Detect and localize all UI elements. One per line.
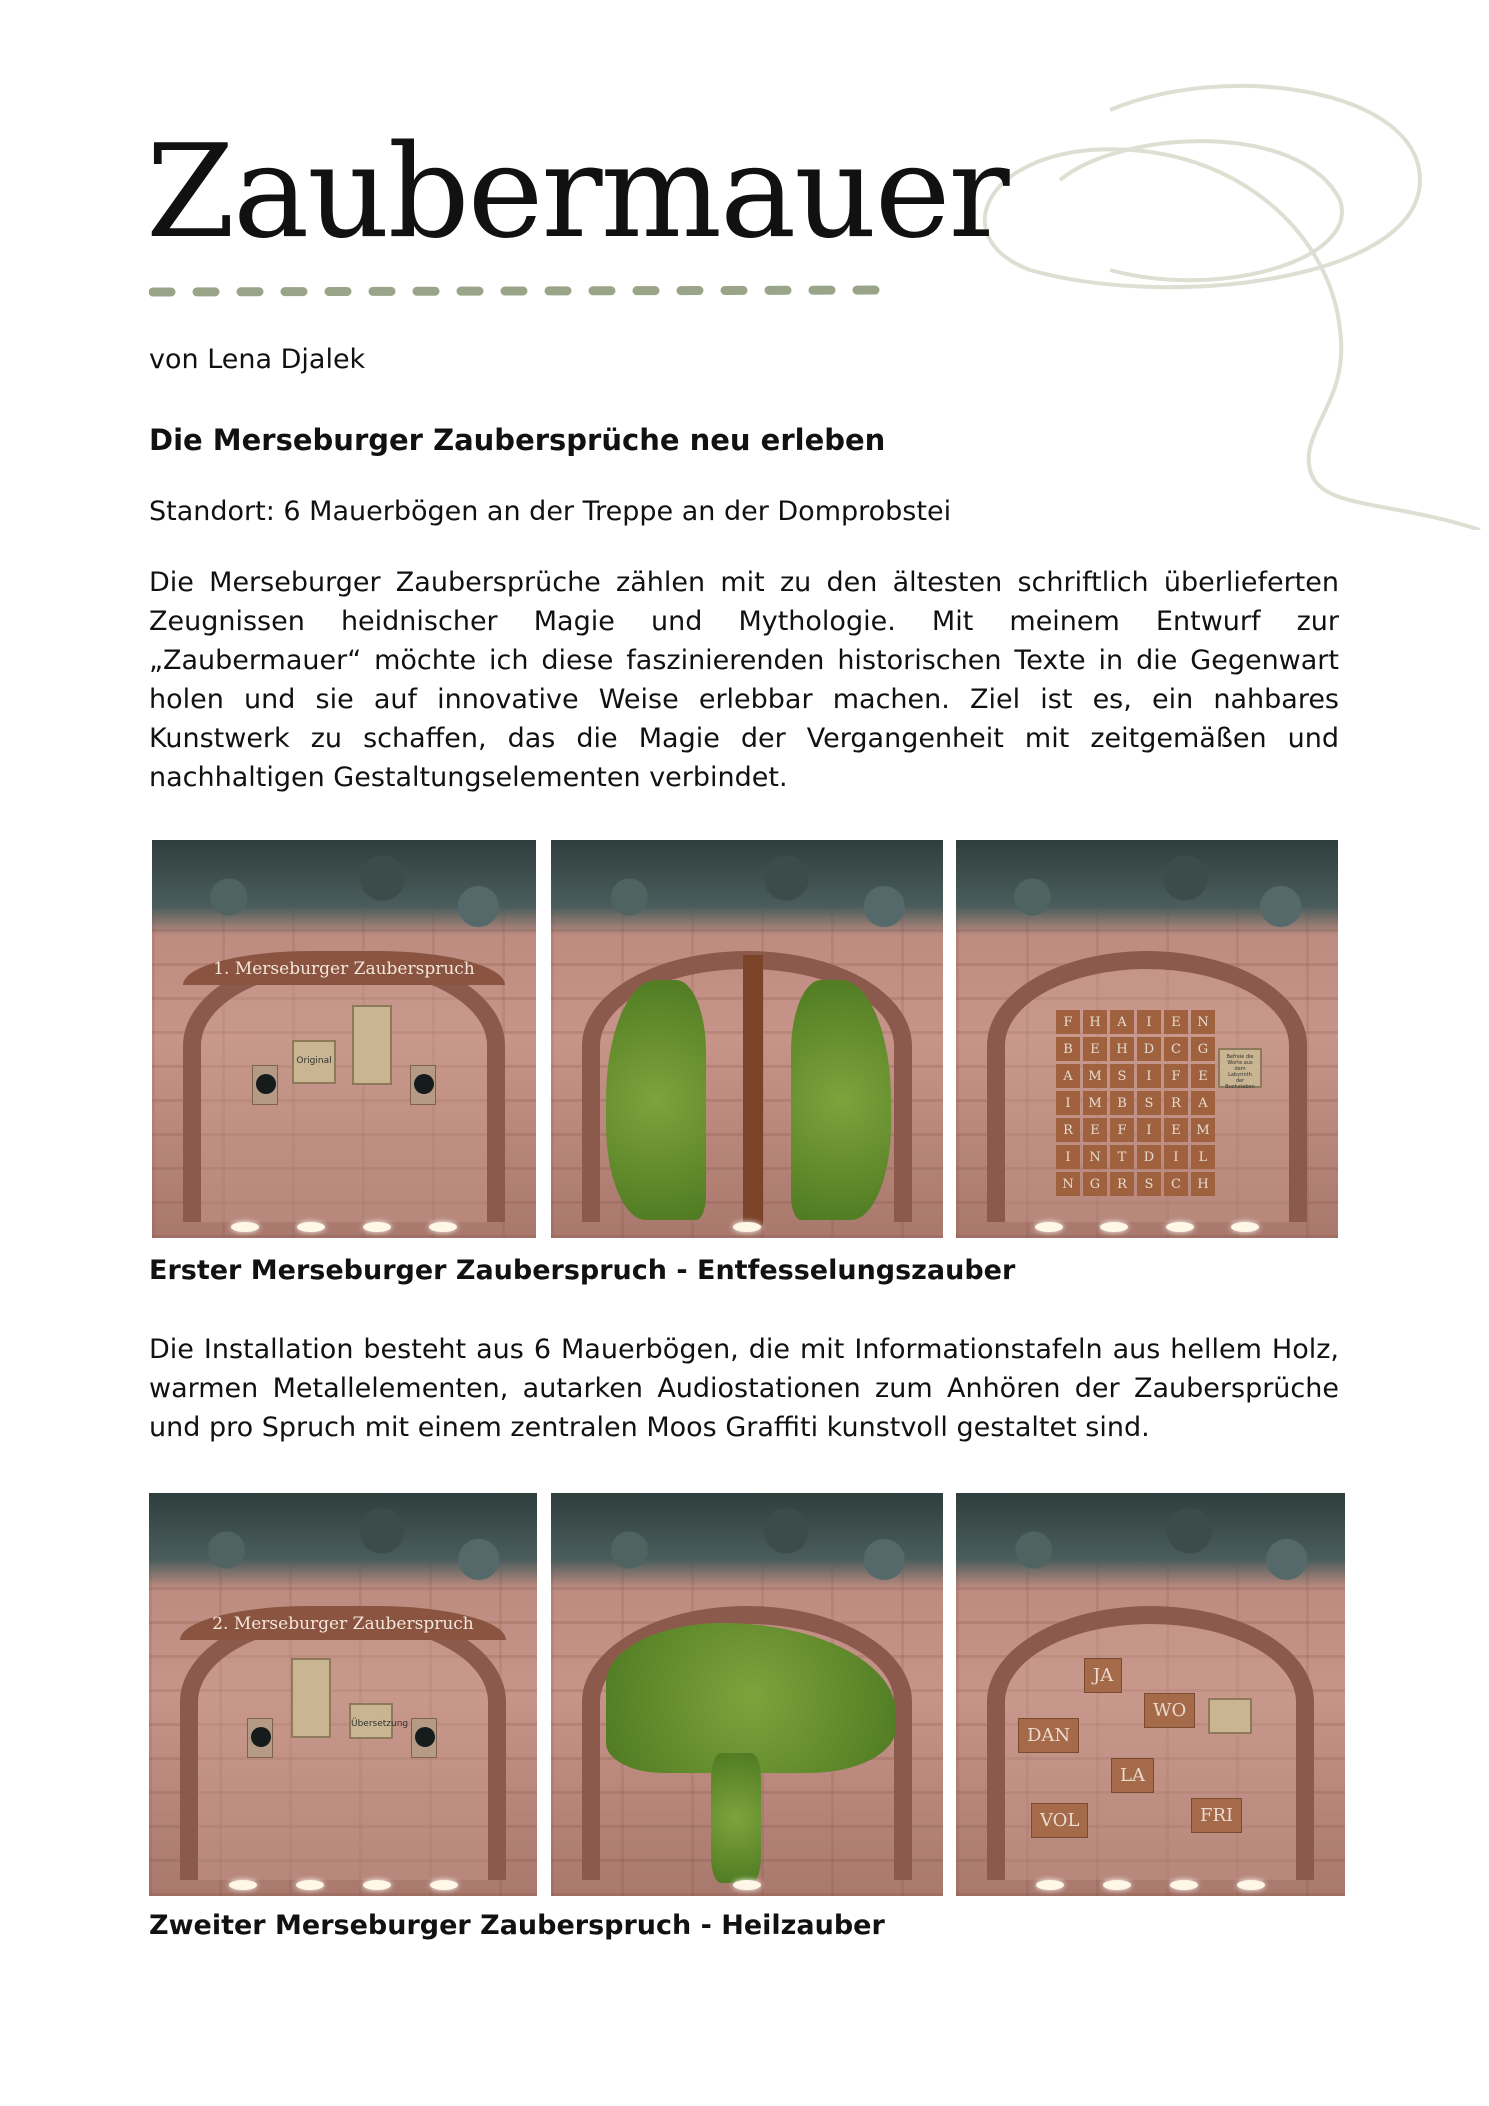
letter-tile: M xyxy=(1083,1091,1107,1115)
letter-tile: R xyxy=(1110,1172,1134,1196)
letter-tile: I xyxy=(1056,1145,1080,1169)
letter-tile: N xyxy=(1191,1010,1215,1034)
letter-tile: A xyxy=(1191,1091,1215,1115)
word-tile: VOL xyxy=(1031,1803,1088,1838)
letter-tile: C xyxy=(1164,1172,1188,1196)
word-tile: DAN xyxy=(1018,1718,1079,1753)
letter-tile: F xyxy=(1056,1010,1080,1034)
letter-tile: A xyxy=(1110,1010,1134,1034)
letter-tile: M xyxy=(1191,1118,1215,1142)
word-tile: FRI xyxy=(1191,1798,1242,1833)
author: von Lena Djalek xyxy=(149,344,366,375)
letter-tile: L xyxy=(1191,1145,1215,1169)
letter-tile: A xyxy=(1056,1064,1080,1088)
word-tile: LA xyxy=(1111,1758,1154,1793)
letter-tile: E xyxy=(1164,1118,1188,1142)
letter-tile: N xyxy=(1056,1172,1080,1196)
letter-tile: C xyxy=(1164,1037,1188,1061)
image-arch-letter-grid xyxy=(956,840,1338,1238)
caption-first-spell: Erster Merseburger Zauberspruch - Entfesselungszauber xyxy=(149,1255,1016,1286)
letter-tile: H xyxy=(1083,1010,1107,1034)
letter-tile: I xyxy=(1056,1091,1080,1115)
intro-paragraph: Die Merseburger Zaubersprüche zählen mit zu den ältesten schriftlich überlieferten Zeugnissen heidnischer Magie und Mythologie. Mit meinem Entwurf zur „Zaubermauer“ möchte ich diese faszinierenden historischen Texte in die Gegenwart holen und sie auf innovative Weise erlebbar machen. Ziel ist es, ein nahbares Kunstwerk zu schaffen, das die Magie der Vergangenheit mit zeitgemäßen und nachhaltigen Gestaltungselementen verbindet. xyxy=(149,567,1339,793)
puzzle-board: Befreie die Worte aus dem Labyrinth der Buchstaben xyxy=(1218,1048,1262,1088)
letter-tile: I xyxy=(1164,1145,1188,1169)
letter-tile: F xyxy=(1110,1118,1134,1142)
info-board: Original xyxy=(292,1040,336,1084)
letter-tile: E xyxy=(1164,1010,1188,1034)
letter-tile: R xyxy=(1164,1091,1188,1115)
image-arch-word-tiles xyxy=(956,1493,1345,1896)
letter-tile: S xyxy=(1110,1064,1134,1088)
letter-tile: N xyxy=(1083,1145,1107,1169)
arch-banner: 2. Merseburger Zauberspruch xyxy=(180,1606,506,1640)
caption-second-spell: Zweiter Merseburger Zauberspruch - Heilzauber xyxy=(149,1910,885,1941)
word-tile: JA xyxy=(1084,1658,1122,1693)
letter-tile: G xyxy=(1083,1172,1107,1196)
word-tile: WO xyxy=(1144,1693,1195,1728)
section-heading: Die Merseburger Zaubersprüche neu erleben xyxy=(149,423,886,457)
dashed-divider xyxy=(149,282,891,302)
letter-tile: T xyxy=(1110,1145,1134,1169)
letter-tile: S xyxy=(1137,1172,1161,1196)
letter-tile: I xyxy=(1137,1064,1161,1088)
image-arch-moss-figures xyxy=(551,840,943,1238)
info-board: Übersetzung xyxy=(349,1703,393,1739)
decorative-swirl xyxy=(970,70,1489,530)
letter-tile: I xyxy=(1137,1010,1161,1034)
letter-tile: D xyxy=(1137,1145,1161,1169)
letter-tile: D xyxy=(1137,1037,1161,1061)
letter-tile: B xyxy=(1056,1037,1080,1061)
letter-grid xyxy=(1056,1010,1215,1196)
image-arch-info xyxy=(152,840,536,1238)
image-arch-info-2 xyxy=(149,1493,537,1896)
installation-paragraph: Die Installation besteht aus 6 Mauerbögen, die mit Informationstafeln aus hellem Holz, warmen Metallelementen, autarken Audiostationen zum Anhören der Zaubersprüche und pro Spruch mit einem zentralen Moos Graffiti kunstvoll gestaltet sind. xyxy=(149,1334,1339,1443)
letter-tile: E xyxy=(1191,1064,1215,1088)
location: Standort: 6 Mauerbögen an der Treppe an der Domprobstei xyxy=(149,496,952,527)
letter-tile: G xyxy=(1191,1037,1215,1061)
letter-tile: H xyxy=(1110,1037,1134,1061)
page-title: Zaubermauer xyxy=(146,118,1008,267)
letter-tile: E xyxy=(1083,1118,1107,1142)
letter-tile: R xyxy=(1056,1118,1080,1142)
image-arch-moss-horse xyxy=(551,1493,943,1896)
arch-banner: 1. Merseburger Zauberspruch xyxy=(183,951,506,985)
letter-tile: B xyxy=(1110,1091,1134,1115)
letter-tile: I xyxy=(1137,1118,1161,1142)
letter-tile: S xyxy=(1137,1091,1161,1115)
letter-tile: E xyxy=(1083,1037,1107,1061)
letter-tile: H xyxy=(1191,1172,1215,1196)
letter-tile: F xyxy=(1164,1064,1188,1088)
letter-tile: M xyxy=(1083,1064,1107,1088)
